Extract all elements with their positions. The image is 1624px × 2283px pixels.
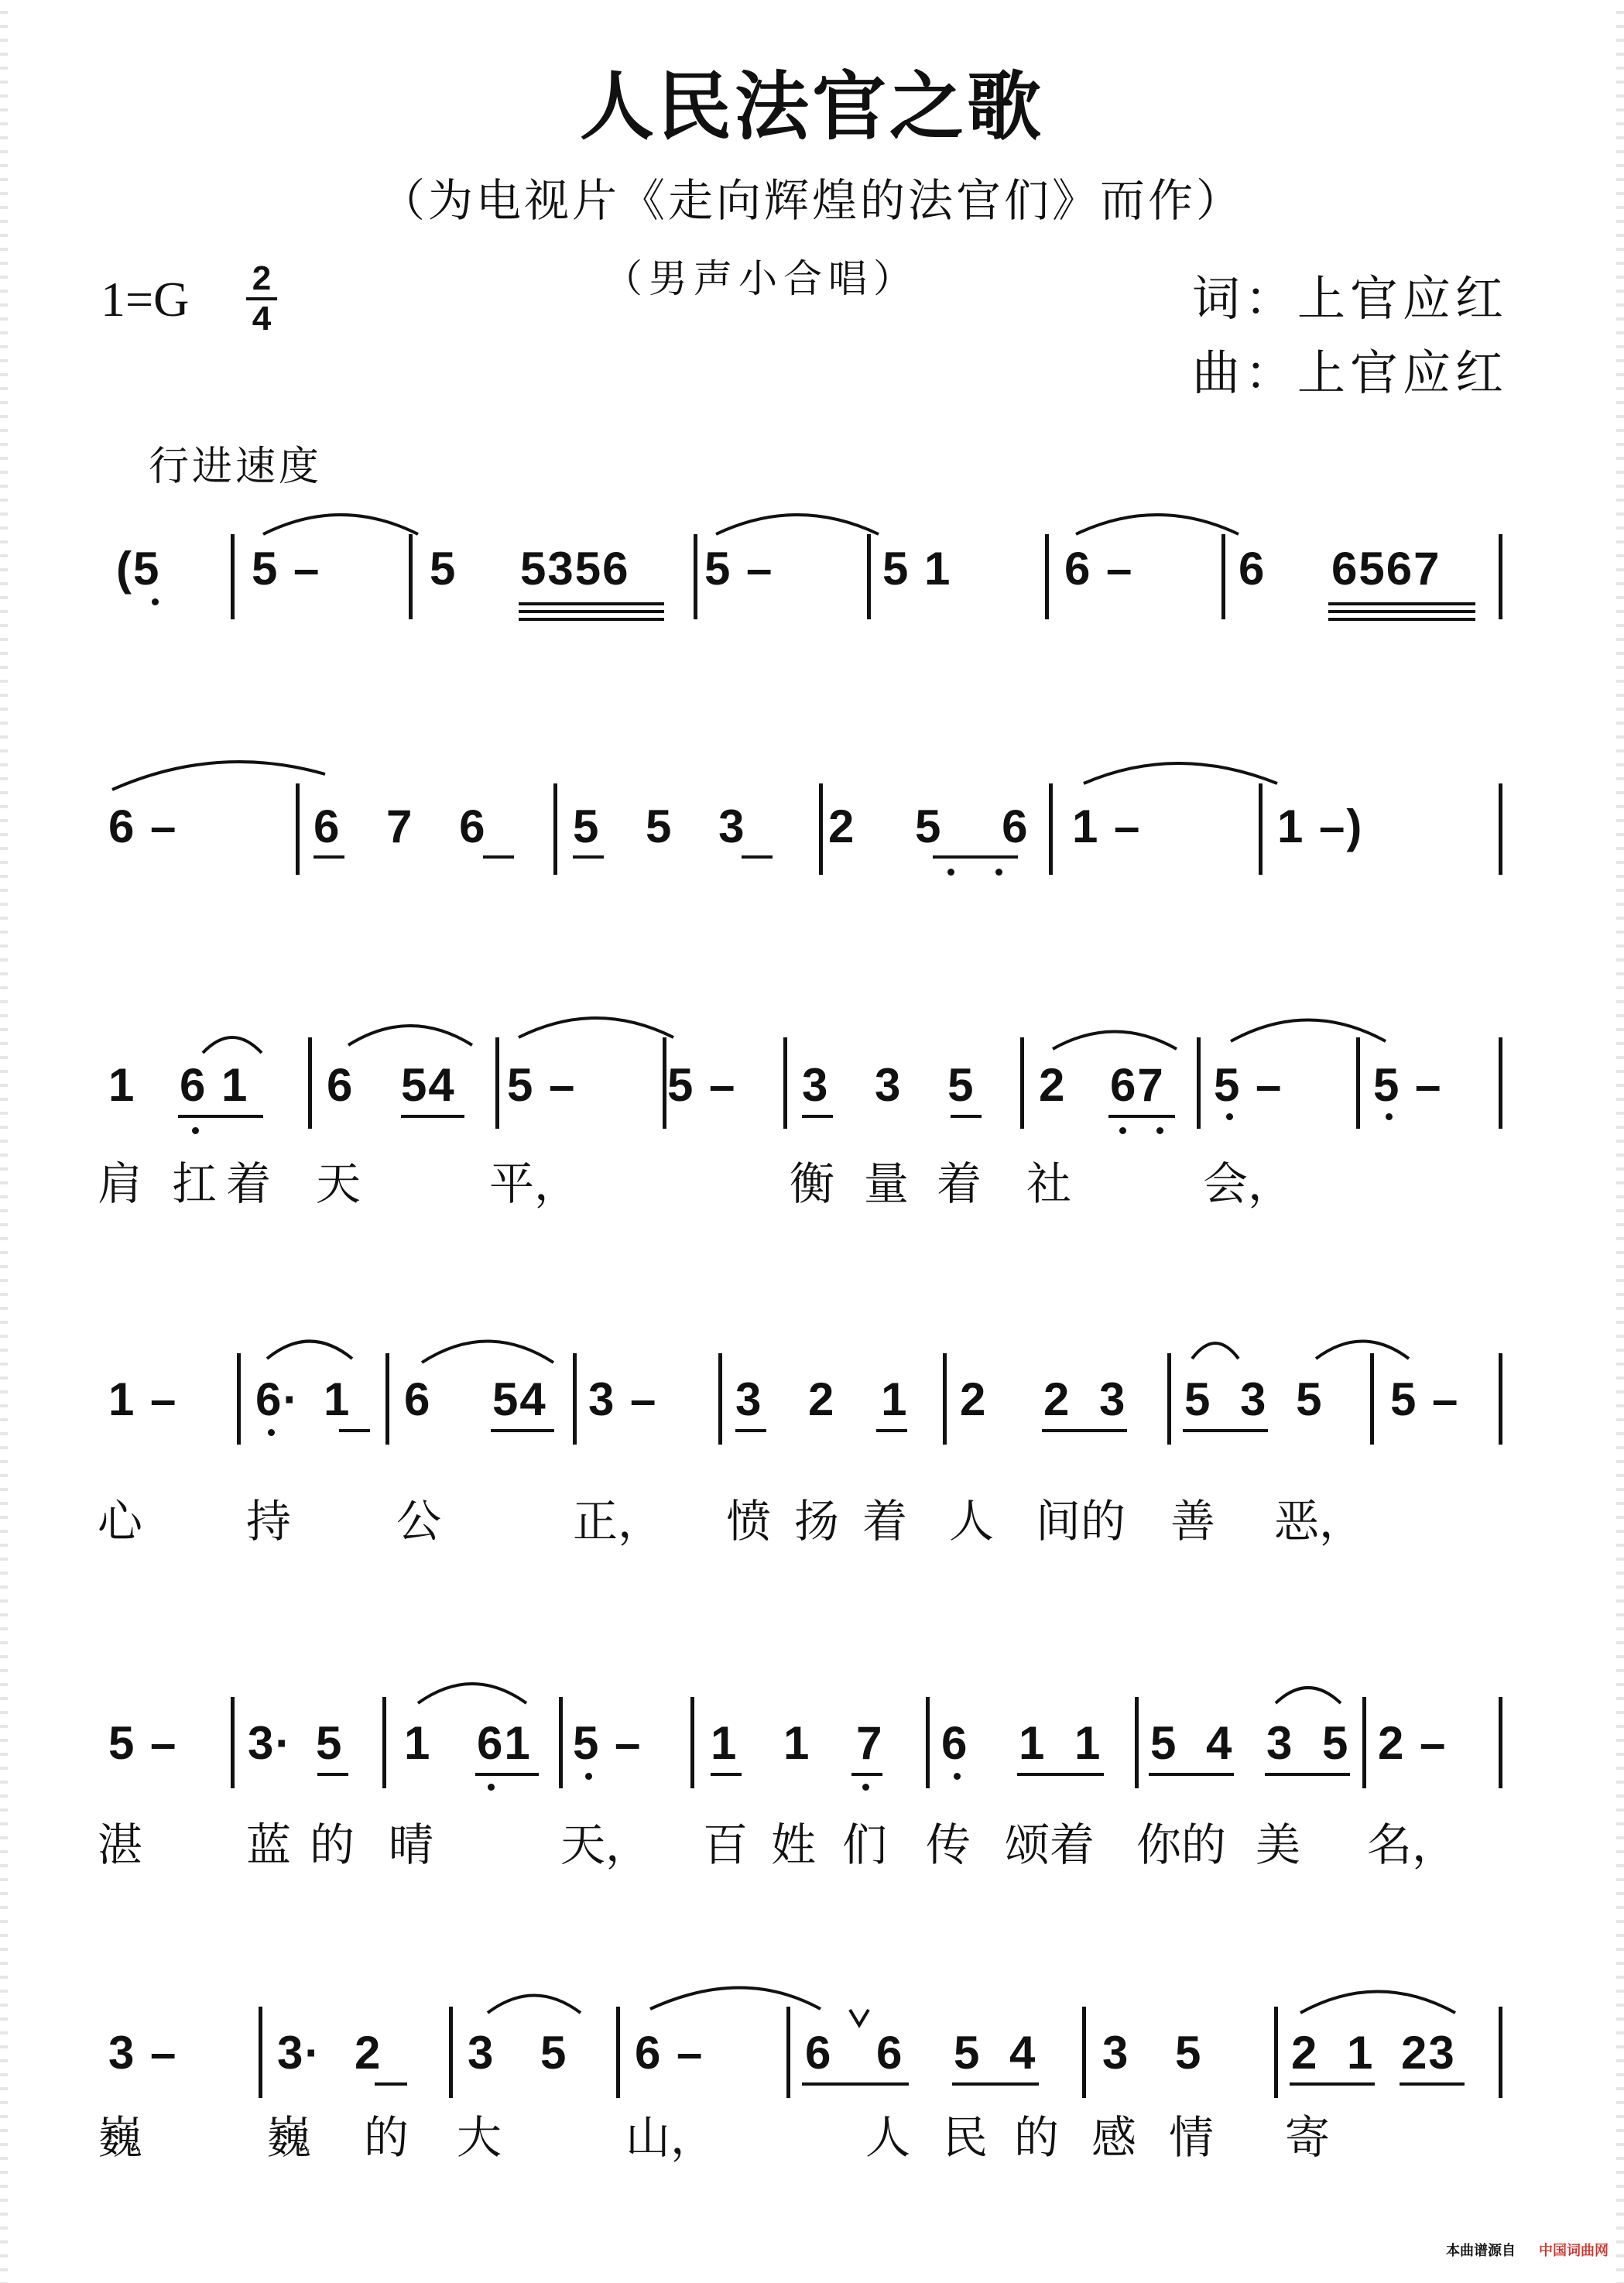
lyric: 着 <box>862 1495 908 1548</box>
lyric: 心 <box>98 1495 143 1548</box>
song-title: 人民法官之歌 <box>580 63 1044 150</box>
note-group: 2 5 6 <box>828 800 1030 852</box>
note-group: 5 3 5 <box>1184 1373 1324 1425</box>
note-group: (5 <box>116 543 161 595</box>
note-group: 3· 2 <box>277 2027 382 2079</box>
note-group: 54 <box>401 1059 456 1111</box>
lyric: 平， <box>489 1157 580 1210</box>
slur <box>1316 1342 1409 1359</box>
tie <box>1084 763 1277 783</box>
lyric: 人 <box>949 1495 995 1548</box>
note-group: 1 –) <box>1277 800 1364 852</box>
note-group: 5 – <box>108 1717 178 1769</box>
note-group: 2 3 <box>1043 1373 1127 1425</box>
lyric: 公 <box>396 1495 442 1548</box>
lyric: 间的 <box>1036 1495 1126 1548</box>
tempo-marking: 行进速度 <box>149 444 323 490</box>
note-group: 3· 5 <box>248 1717 344 1769</box>
note-group: 6 1 <box>180 1059 249 1111</box>
lyric: 巍 <box>266 2111 312 2164</box>
note-group: 1 1 <box>1019 1717 1102 1769</box>
note-group: 1 <box>404 1717 432 1769</box>
note-group: 2 1 <box>1291 2027 1375 2079</box>
note-group: 5 4 <box>1150 1717 1234 1769</box>
lyric: 蓝 <box>246 1819 292 1871</box>
time-bottom: 4 <box>252 300 272 338</box>
lyric: 恶， <box>1274 1495 1365 1548</box>
note-group: 6 <box>805 2027 833 2079</box>
composer-credit: 曲：上官应红 <box>1192 345 1509 401</box>
lyric: 扬 <box>794 1495 840 1548</box>
time-top: 2 <box>252 259 272 297</box>
lyric: 善 <box>1170 1495 1216 1548</box>
lyric: 姓 <box>771 1819 817 1871</box>
tie <box>1231 1020 1386 1042</box>
lyric: 美 <box>1256 1819 1301 1871</box>
lyric: 天， <box>560 1819 651 1871</box>
slur <box>267 1342 352 1359</box>
lyric: 肩 <box>98 1157 143 1210</box>
breath-mark <box>850 2010 869 2025</box>
lyric: 的 <box>310 1819 355 1871</box>
lyric: 大 <box>457 2111 502 2164</box>
note-group: 3 5 <box>1102 2027 1203 2079</box>
key-signature: 1=G <box>101 272 190 327</box>
note-group: 3 – <box>588 1373 658 1425</box>
lyric: 人 <box>865 2111 911 2164</box>
note-group: 3 2 1 <box>735 1373 909 1425</box>
lyric: 百 <box>703 1819 749 1871</box>
note-group: 6 <box>404 1373 432 1425</box>
song-subtitle: （为电视片《走向辉煌的法官们》而作） <box>379 174 1244 227</box>
note-group: 5 – <box>573 1717 642 1769</box>
lyric: 社 <box>1026 1157 1072 1210</box>
lyric: 湛 <box>98 1819 143 1871</box>
slur <box>488 1996 581 2014</box>
lyric: 感 <box>1091 2111 1137 2164</box>
tie <box>716 515 879 534</box>
note-group: 3 5 <box>1266 1717 1350 1769</box>
note-group: 1 – <box>108 1373 178 1425</box>
lyric: 传 <box>926 1819 971 1871</box>
tie <box>650 1988 821 2010</box>
lyric: 持 <box>246 1495 292 1548</box>
note-group: 5 5 3 <box>573 800 746 852</box>
lyric: 的 <box>364 2111 409 2164</box>
note-group: 5 – <box>1214 1059 1283 1111</box>
tie <box>519 1018 673 1037</box>
slur <box>203 1037 262 1053</box>
note-group: 5 – <box>1373 1059 1443 1111</box>
note-group: 6 <box>1239 543 1266 595</box>
lyric: 的 <box>1014 2111 1060 2164</box>
lyric: 情 <box>1169 2111 1215 2164</box>
lyric: 民 <box>943 2111 988 2164</box>
voice-type: （男声小合唱） <box>604 256 918 301</box>
slur <box>348 1026 472 1045</box>
slur <box>422 1342 553 1363</box>
note-group: 6 <box>327 1059 355 1111</box>
note-group: 5356 <box>520 543 630 595</box>
source-label: 本曲谱源自 <box>1446 2243 1516 2259</box>
lyric: 量 <box>864 1157 910 1210</box>
tie <box>112 762 325 790</box>
note-group: 5 4 <box>954 2027 1037 2079</box>
lyric: 着 <box>937 1157 982 1210</box>
tie <box>1076 515 1239 534</box>
note-group: 1 1 7 <box>711 1717 884 1769</box>
note-group: 23 <box>1401 2027 1456 2079</box>
lyric: 颂着 <box>1005 1819 1095 1871</box>
note-group: 67 <box>1110 1059 1165 1111</box>
note-group: 6 <box>876 2027 904 2079</box>
note-group: 5 – <box>704 543 774 595</box>
slur <box>1300 1992 1455 2014</box>
lyric: 正， <box>573 1495 663 1548</box>
lyric: 寄 <box>1285 2111 1331 2164</box>
note-group: 6 – <box>635 2027 704 2079</box>
note-group: 2 <box>1039 1059 1067 1111</box>
note-group: 1 <box>108 1059 136 1111</box>
note-group: 6 <box>941 1717 969 1769</box>
note-group: 1 – <box>1072 800 1142 852</box>
lyric: 天 <box>316 1157 361 1210</box>
lyric: 愤 <box>726 1495 772 1548</box>
note-group: 5 1 <box>882 543 952 595</box>
note-group: 6 – <box>1064 543 1134 595</box>
note-group: 2 – <box>1378 1717 1448 1769</box>
note-group: 3 – <box>108 2027 178 2079</box>
note-group: 54 <box>492 1373 547 1425</box>
note-group: 6567 <box>1331 543 1441 595</box>
lyric: 会， <box>1203 1157 1293 1210</box>
note-group: 5 – <box>1390 1373 1460 1425</box>
lyric: 们 <box>842 1819 888 1871</box>
lyric: 扛 <box>172 1157 218 1210</box>
lyricist-credit: 词：上官应红 <box>1192 270 1509 327</box>
tie <box>263 515 418 534</box>
note-group: 5 – <box>507 1059 577 1111</box>
lyric: 山， <box>625 2111 716 2164</box>
lyric: 你的 <box>1136 1819 1227 1871</box>
slur <box>1276 1688 1341 1703</box>
lyric: 着 <box>226 1157 272 1210</box>
lyric: 晴 <box>389 1819 434 1871</box>
note-group: 5 <box>430 543 457 595</box>
slur <box>1053 1032 1177 1050</box>
note-group: 6 – <box>108 800 178 852</box>
lyric: 衡 <box>790 1157 835 1210</box>
note-group: 2 <box>960 1373 988 1425</box>
lyric: 巍 <box>98 2111 143 2164</box>
note-group: 6· 1 <box>255 1373 351 1425</box>
note-group: 3 3 5 <box>802 1059 975 1111</box>
slur <box>1192 1343 1239 1359</box>
note-group: 5 – <box>667 1059 737 1111</box>
slur <box>418 1684 526 1703</box>
note-group: 3 5 <box>468 2027 568 2079</box>
lyric: 名， <box>1367 1819 1458 1871</box>
note-group: 61 <box>477 1717 532 1769</box>
note-group: 6 7 6 <box>313 800 487 852</box>
note-group: 5 – <box>252 543 321 595</box>
site-logo: 中国词曲网 <box>1539 2243 1609 2259</box>
